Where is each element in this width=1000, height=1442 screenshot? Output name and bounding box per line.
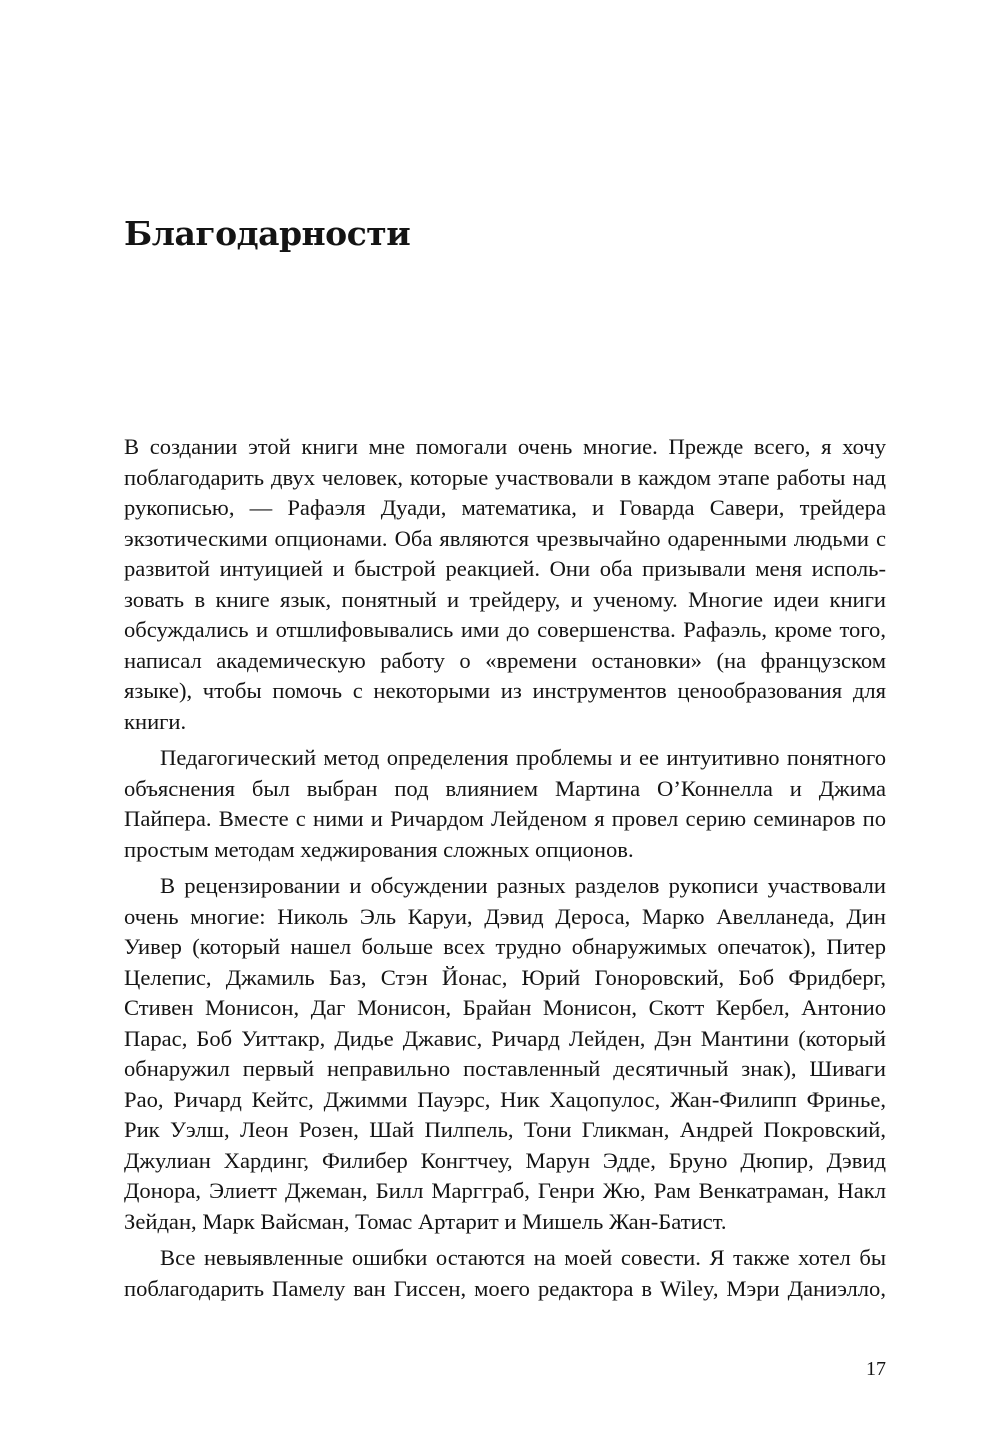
- paragraph-errors: Все невыявленные ошибки остаются на моей совести. Я также хотел бы поблагодарить Памелу ван Гиссен, моего редактора в Wiley, Мэри Даниэлло,: [124, 1245, 886, 1301]
- paragraph-intro: В создании этой книги мне помогали очень многие. Прежде всего, я хочу поблагодарить двух человек, которые участвовали в каждом этапе работы над рукописью, — Рафаэля Дуади, математика, и Говарда Савери, трейдера экзотическими опционами. Оба являются чрезвычайно одаренными людьми с развитой интуицией и быстрой реакцией. Они оба призывали меня использовать в книге язык, понятный и трейдеру, и ученому. Многие идеи книги обсуждались и отшлифовывались ими до совершенства. Рафаэль, кроме того, написал академическую работу о «времени остановки» (на французском языке), чтобы помочь с некоторыми из инструментов ценообразования для книги.: [124, 434, 886, 734]
- paragraph-method: Педагогический метод определения проблемы и ее интуитивно понятного объяснения был выбран под влиянием Мартина О’Коннелла и Джима Пайпера. Вместе с ними и Ричардом Лейденом я провел серию семинаров по простым методам хеджирования сложных опционов.: [124, 745, 886, 862]
- page-title: Благодарности: [124, 214, 411, 253]
- page-number: 17: [866, 1358, 886, 1380]
- paragraph-reviewers: В рецензировании и обсуждении разных разделов рукописи участвовали очень многие: Николь Эль Каруи, Дэвид Дероса, Марко Авелланеда, Дин Уивер (который нашел больше всех трудно обнаружимых опечаток), Питер Целепис, Джамиль Баз, Стэн Йонас, Юрий Гоноровский, Боб Фридберг, Стивен Монисон, Даг Монисон, Брайан Монисон, Скотт Кербел, Антонио Парас, Боб Уиттакр, Дидье Джавис, Ричард Лейден, Дэн Мантини (который обнаружил первый неправильно поставленный десятичный знак), Шиваги Рао, Ричард Кейтс, Джимми Пауэрс, Ник Хацопулос, Жан-Филипп Фринье, Рик Уэлш, Леон Розен, Шай Пилпель, Тони Гликман, Андрей Покровский, Джулиан Хардинг, Филибер Конгтчеу, Марун Эдде, Бруно Дюпир, Дэвид Донора, Элиетт Джеман, Билл Маргграб, Генри Жю, Рам Венкатраман, Накл Зейдан, Марк Вайсман, Томас Артарит и Мишель Жан-Батист.: [124, 873, 886, 1234]
- body-text: [124, 432, 886, 1310]
